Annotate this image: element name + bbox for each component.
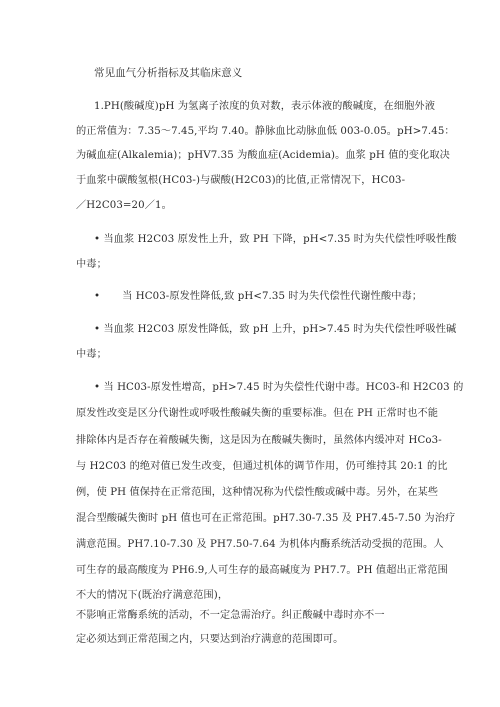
bullet-line: 例，使 PH 值保持在正常范围，这种情况称为代偿性酸或碱中毒。另外，在某些 [76, 487, 439, 498]
paragraph-line: 1.PH(酸碱度)pH 为氢离子浓度的负对数，表示体液的酸碱度，在细胞外液 [94, 101, 435, 112]
bullet-text: 当 HC03-原发性降低,致 pH<7.35 时为失代偿性代谢性酸中毒； [122, 291, 423, 302]
bullet-mark: • [94, 291, 101, 302]
bullet-line: • 当 HC03-原发性增高，pH>7.45 时为失偿性代谢中毒。HC03-和 H2C03 的 [94, 382, 464, 393]
tail-line: 定必须达到正常范围之内，只要达到治疗满意的范围即可。 [76, 634, 344, 645]
tail-line: 不影响正常酶系统的活动，不一定急需治疗。纠正酸碱中毒时亦不一 [76, 610, 385, 621]
paragraph-line: 的正常值为：7.35〜7.45,平均 7.40。静脉血比动脉血低 003-0.05。pH>7.45： [76, 126, 455, 137]
bullet-line: 中毒； [76, 349, 107, 360]
bullet-line: 排除体内是否存在着酸碱失衡，这是因为在酸碱失衡时，虽然体内缓冲对 HCo3- [76, 435, 442, 446]
paragraph-line: ／H2C03=20／1。 [76, 200, 172, 211]
bullet-line: 与 H2C03 的绝对值已发生改变，但通过机体的调节作用，仍可维持其 20:1 的比 [76, 461, 448, 472]
bullet-line: 原发性改变是区分代谢性或呼吸性酸碱失衡的重要标准。但在 PH 正常时也不能 [76, 408, 439, 419]
bullet-line: 可生存的最高酸度为 PH6.9,人可生存的最高碱度为 PH7.7。PH 值超出正常范围 [76, 565, 448, 576]
bullet-line [94, 290, 422, 304]
bullet-line: • 当血浆 H2C03 原发性降低，致 pH 上升，pH>7.45 时为失代偿性呼吸性碱 [94, 324, 457, 335]
paragraph-line: 为碱血症(Alkalemia)；pHV7.35 为酸血症(Acidemia)。血浆 pH 值的变化取决 [76, 150, 450, 161]
bullet-line: 不大的情况下(既治疗满意范围)， [76, 590, 229, 601]
bullet-line: • 当血浆 H2C03 原发性上升，致 PH 下降，pH<7.35 时为失代偿性呼吸性酸 [94, 234, 457, 245]
bullet-line: 混合型酸碱失衡时 pH 值也可在正常范围。pH7.30-7.35 及 PH7.45-7.50 为治疗 [76, 513, 456, 524]
document-title: 常见血气分析指标及其临床意义 [94, 67, 243, 79]
bullet-line: 中毒； [76, 259, 107, 270]
bullet-line: 满意范围。PH7.10-7.30 及 PH7.50-7.64 为机体内酶系统活动受损的范围。人 [76, 539, 444, 550]
paragraph-line: 于血浆中碳酸氢根(HC03-)与碳酸(H2C03)的比值,正常情况下，HC03- [76, 175, 406, 186]
